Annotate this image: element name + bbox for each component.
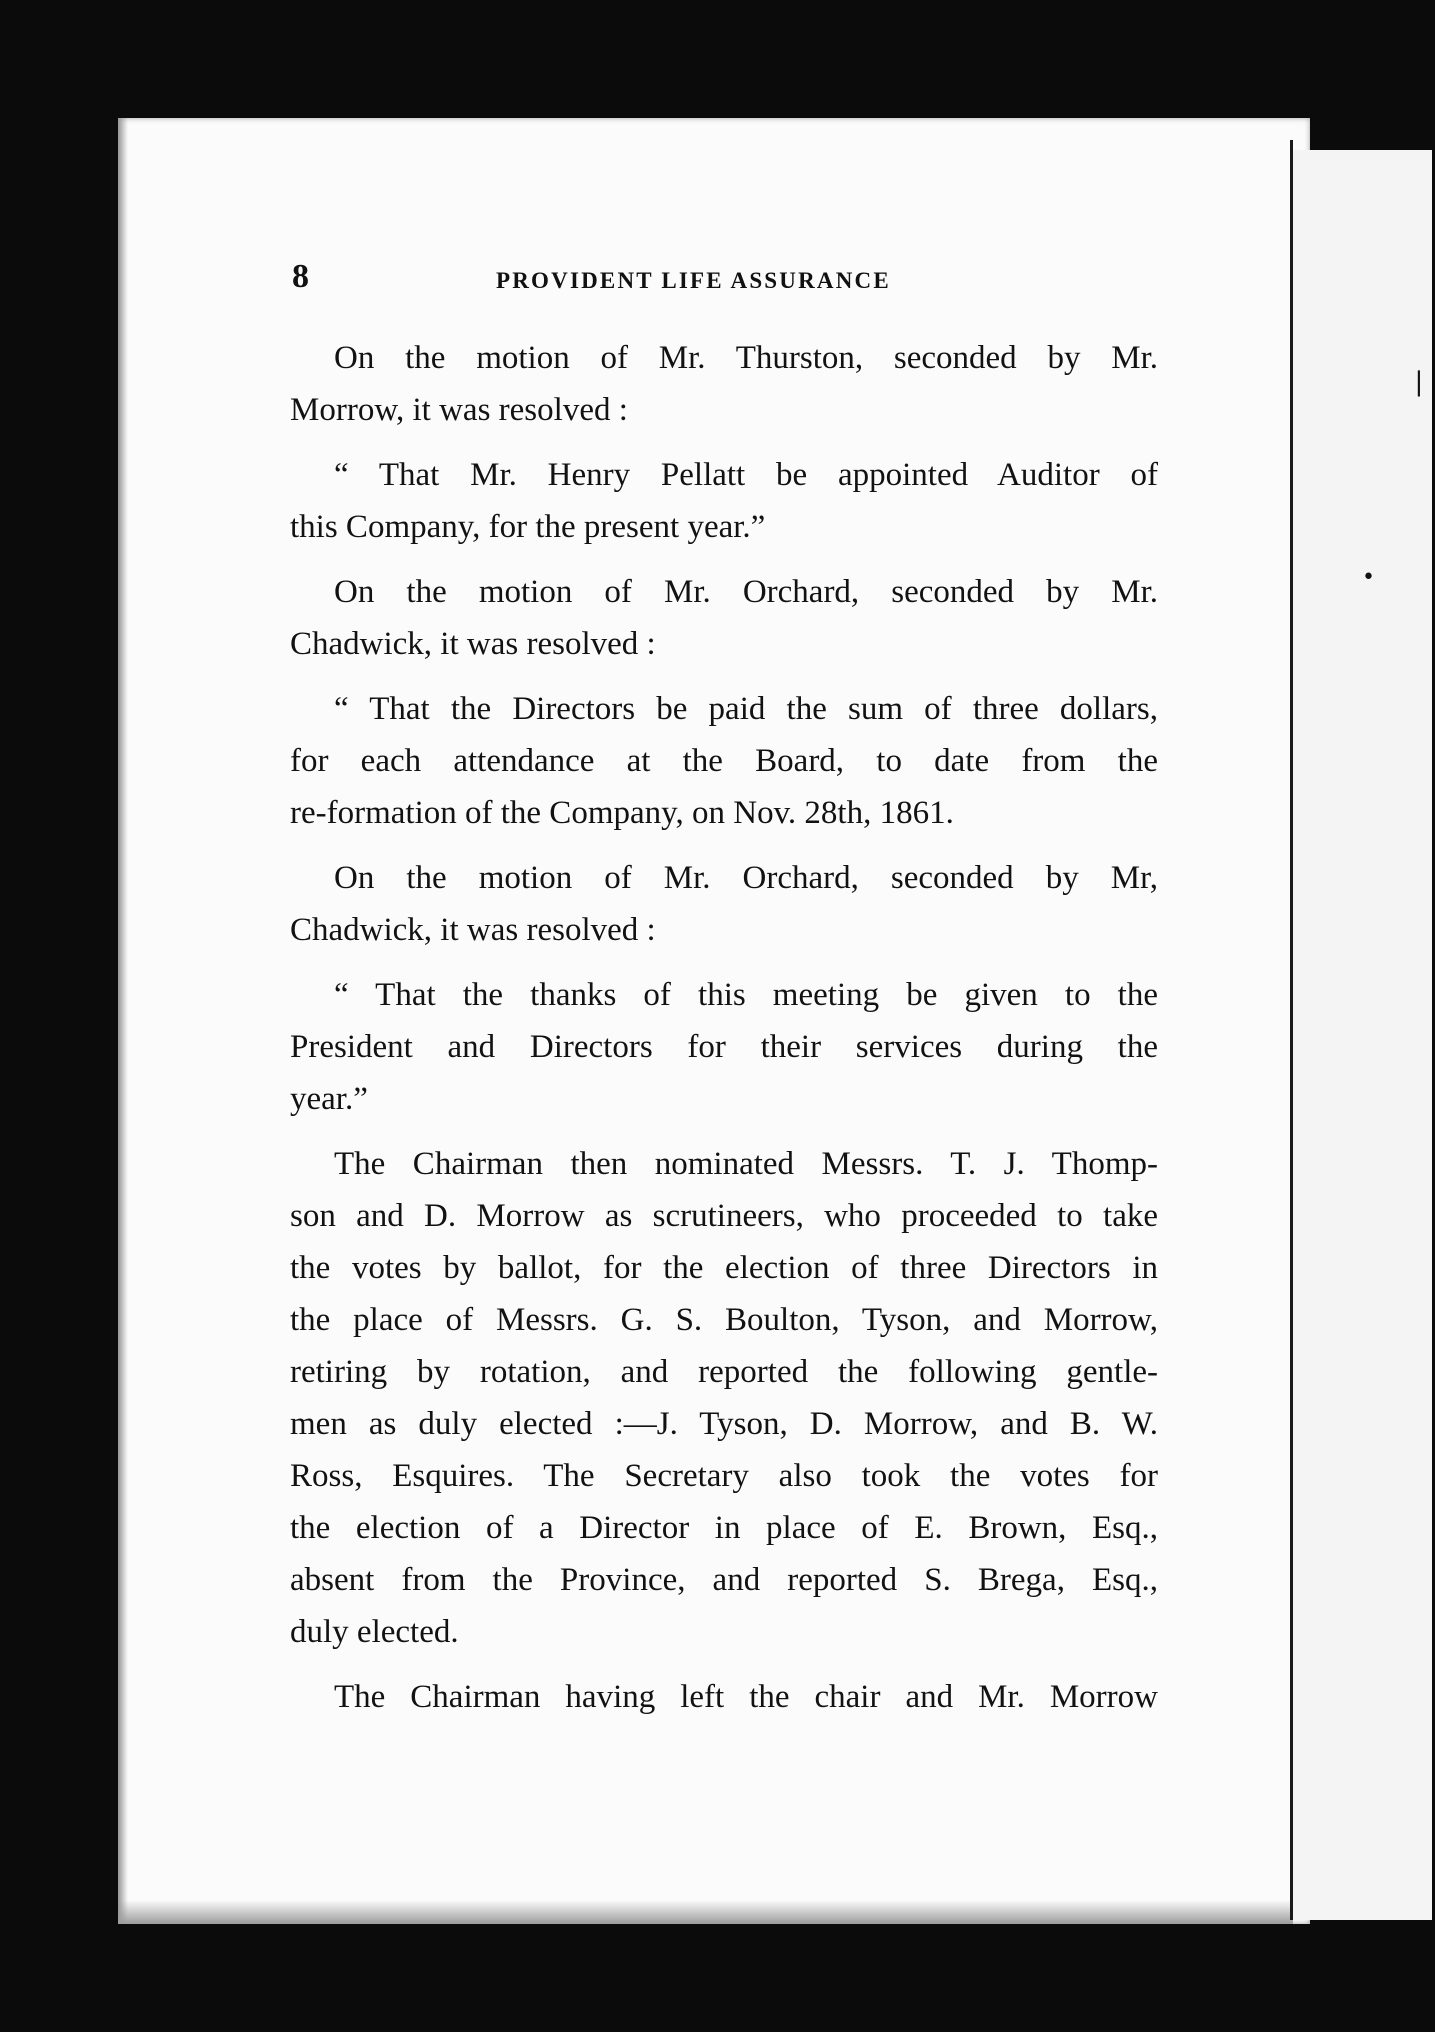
text-line: absent from the Province, and reported S. Brega, Esq., bbox=[290, 1562, 1158, 1598]
page-number: 8 bbox=[292, 258, 309, 295]
page-bottom-shadow bbox=[118, 1900, 1293, 1924]
text-line: The Chairman having left the chair and Mr. Morrow bbox=[334, 1679, 1158, 1715]
text-line: the place of Messrs. G. S. Boulton, Tyson, and Morrow, bbox=[290, 1302, 1158, 1338]
text-line: “ That Mr. Henry Pellatt be appointed Auditor of bbox=[334, 457, 1158, 493]
paragraph bbox=[290, 1671, 1158, 1723]
facing-page-fragment-mark: ▏ bbox=[1418, 372, 1435, 397]
text-line: re-formation of the Company, on Nov. 28th, 1861. bbox=[290, 795, 954, 831]
ink-speck: • bbox=[1362, 565, 1375, 590]
text-line: On the motion of Mr. Orchard, seconded by Mr, bbox=[334, 860, 1158, 896]
text-line: President and Directors for their services during the bbox=[290, 1029, 1158, 1065]
page-gutter-line bbox=[1290, 140, 1293, 1920]
text-line: retiring by rotation, and reported the following gentle- bbox=[290, 1354, 1158, 1390]
text-line: this Company, for the present year.” bbox=[290, 509, 766, 545]
text-line: men as duly elected :—J. Tyson, D. Morrow, and B. W. bbox=[290, 1406, 1158, 1442]
paragraph bbox=[290, 969, 1158, 1125]
paragraph bbox=[290, 449, 1158, 553]
text-line: “ That the thanks of this meeting be given to the bbox=[334, 977, 1158, 1013]
text-line: the votes by ballot, for the election of three Directors in bbox=[290, 1250, 1158, 1286]
page-left-shadow bbox=[118, 118, 128, 1924]
paragraph bbox=[290, 852, 1158, 956]
page-header bbox=[292, 258, 1152, 302]
text-line: Ross, Esquires. The Secretary also took the votes for bbox=[290, 1458, 1158, 1494]
text-line: On the motion of Mr. Orchard, seconded by Mr. bbox=[334, 574, 1158, 610]
text-line: The Chairman then nominated Messrs. T. J. Thomp- bbox=[334, 1146, 1158, 1182]
facing-page-strip bbox=[1293, 150, 1432, 1920]
text-line: duly elected. bbox=[290, 1614, 459, 1650]
running-title: PROVIDENT LIFE ASSURANCE bbox=[496, 268, 891, 293]
text-line: son and D. Morrow as scrutineers, who proceeded to take bbox=[290, 1198, 1158, 1234]
text-line: for each attendance at the Board, to date from the bbox=[290, 743, 1158, 779]
text-line: Morrow, it was resolved : bbox=[290, 392, 628, 428]
paragraph bbox=[290, 566, 1158, 670]
text-line: the election of a Director in place of E. Brown, Esq., bbox=[290, 1510, 1158, 1546]
paragraph bbox=[290, 332, 1158, 436]
paragraph bbox=[290, 683, 1158, 839]
text-line: On the motion of Mr. Thurston, seconded by Mr. bbox=[334, 340, 1158, 376]
paragraph bbox=[290, 1138, 1158, 1658]
body-text bbox=[290, 332, 1158, 1736]
text-line: Chadwick, it was resolved : bbox=[290, 912, 656, 948]
text-line: year.” bbox=[290, 1081, 368, 1117]
text-line: “ That the Directors be paid the sum of three dollars, bbox=[334, 691, 1158, 727]
text-line: Chadwick, it was resolved : bbox=[290, 626, 656, 662]
